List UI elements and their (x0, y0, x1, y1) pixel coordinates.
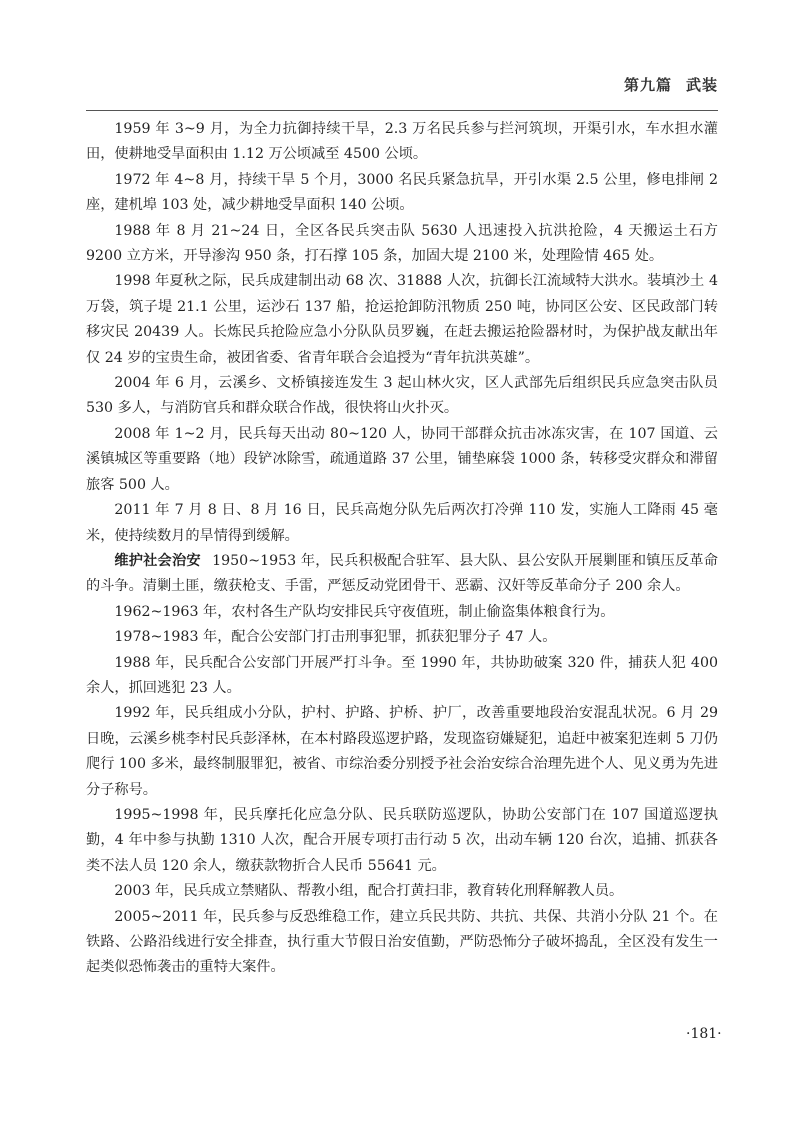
paragraph: 2004 年 6 月，云溪乡、文桥镇接连发生 3 起山林火灾，区人武部先后组织民兵应急突击队员 530 多人，与消防官兵和群众联合作战，很快将山火扑灭。 (86, 375, 718, 417)
paragraph: 2011 年 7 月 8 日、8 月 16 日，民兵高炮分队先后两次打冷弹 110 发，实施人工降雨 45 毫米，使持续数月的旱情得到缓解。 (86, 502, 718, 544)
chapter-title: 武装 (685, 76, 718, 94)
paragraph: 2005~2011 年，民兵参与反恐维稳工作，建立兵民共防、共抗、共保、共消小分队 21 个。在铁路、公路沿线进行安全排查，执行重大节假日治安值勤，严防恐怖分子破坏捣乱，全区没有发生一起类似恐怖袭击的重特大案件。 (86, 908, 718, 976)
paragraph: 2003 年，民兵成立禁赌队、帮教小组，配合打黄扫非，教育转化刑释解教人员。 (114, 883, 624, 900)
paragraph: 1972 年 4~8 月，持续干旱 5 个月，3000 名民兵紧急抗旱，开引水渠 2.5 公里，修电排闸 2 座，建机埠 103 处，减少耕地受旱面积 140 公顷。 (86, 171, 718, 214)
paragraph: 1959 年 3~9 月，为全力抗御持续干旱，2.3 万名民兵参与拦河筑坝，开渠引水，车水担水灌田，使耕地受旱面积由 1.12 万公顷减至 4500 公顷。 (86, 121, 718, 163)
body-text (86, 117, 718, 981)
paragraph: 1992 年，民兵组成小分队，护村、护路、护桥、护厂，改善重要地段治安混乱状况。6 月 29 日晚，云溪乡桃李村民兵彭泽林，在本村路段巡逻护路，发现盗窃嫌疑犯，追赶中被案犯连刺 5 刀仍爬行 100 多米，最终制服罪犯，被省、市综治委分别授予社会治安综合治理先进个人、见义勇为先进分子称号。 (86, 705, 718, 798)
page-number: ·181· (686, 1026, 722, 1042)
paragraph: 1988 年，民兵配合公安部门开展严打斗争。至 1990 年，共协助破案 320 件，捕获人犯 400 余人，抓回逃犯 23 人。 (86, 654, 718, 696)
header-rule (86, 110, 718, 111)
paragraph: 1978~1983 年，配合公安部门打击刑事犯罪，抓获犯罪分子 47 人。 (114, 629, 557, 646)
paragraph: 1988 年 8 月 21~24 日，全区各民兵突击队 5630 人迅速投入抗洪抢险，4 天搬运土石方 9200 立方米，开导渗沟 950 条，打石撑 105 条，加固大堤 2100 米，处理险情 465 处。 (86, 222, 718, 265)
section-heading: 维护社会治安 (114, 552, 201, 569)
running-header (624, 74, 718, 95)
part-label: 第九篇 (623, 76, 672, 94)
paragraph: 1962~1963 年，农村各生产队均安排民兵守夜值班，制止偷盗集体粮食行为。 (114, 603, 615, 620)
paragraph: 1995~1998 年，民兵摩托化应急分队、民兵联防巡逻队，协助公安部门在 107 国道巡逻执勤，4 年中参与执勤 1310 人次，配合开展专项打击行动 5 次，出动车辆 120 台次，追捕、抓获各类不法人员 120 余人，缴获款物折合人民币 55641 元。 (86, 806, 718, 874)
paragraph: 2008 年 1~2 月，民兵每天出动 80~120 人，协同干部群众抗击冰冻灾害，在 107 国道、云溪镇城区等重要路（地）段铲冰除雪，疏通道路 37 公里，铺垫麻袋 1000 条，转移受灾群众和滞留旅客 500 人。 (86, 425, 718, 493)
paragraph: 1998 年夏秋之际，民兵成建制出动 68 次、31888 人次，抗御长江流域特大洪水。装填沙土 4 万袋，筑子堤 21.1 公里，运沙石 137 船，抢运抢卸防汛物质 250 吨，协同区公安、区民政部门转移灾民 20439 人。长炼民兵抢险应急小分队队员罗巍，在赶去搬运抢险器材时，为保护战友献出年仅 24 岁的宝贵生命，被团省委、省青年联合会追授为“青年抗洪英雄”。 (86, 273, 718, 366)
section-paragraph (86, 549, 718, 600)
section-text: 1950~1953 年，民兵积极配合驻军、县大队、县公安队开展剿匪和镇压反革命的斗争。清剿土匪，缴获枪支、手雷，严惩反动党团骨干、恶霸、汉奸等反革命分子 200 余人。 (86, 552, 718, 595)
